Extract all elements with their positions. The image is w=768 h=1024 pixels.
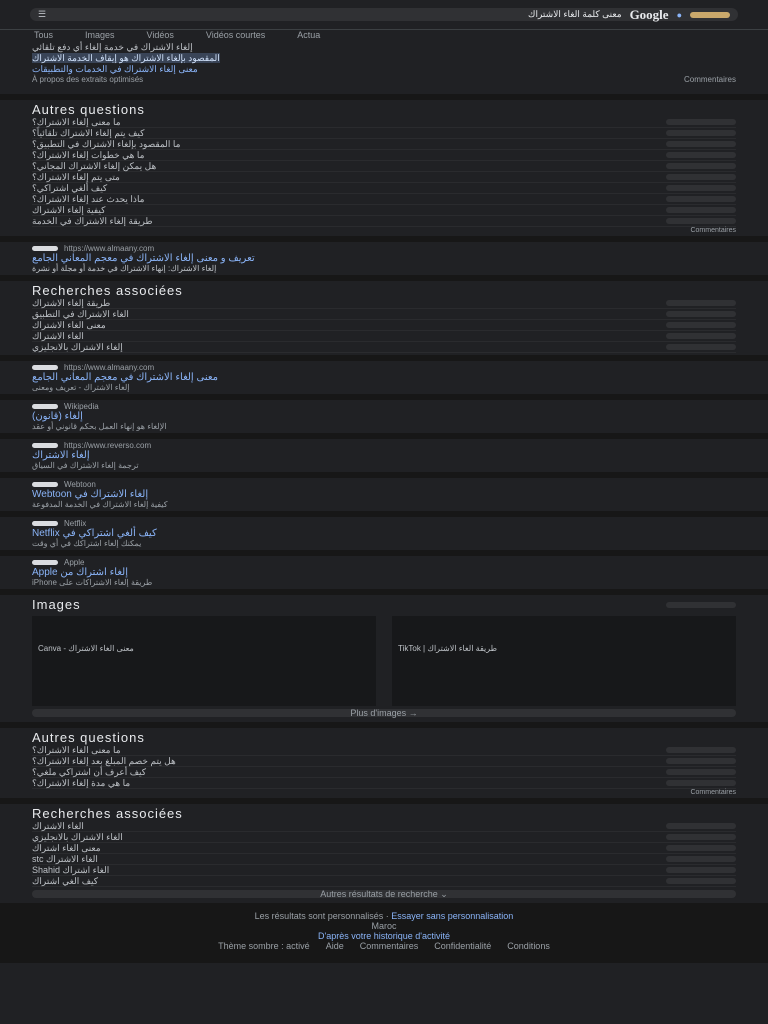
search-query[interactable]: معنى كلمة الغاء الاشتراك — [528, 9, 622, 19]
related-searches-1 — [0, 281, 768, 361]
chevron-down-icon[interactable] — [666, 344, 736, 350]
search-result — [0, 439, 768, 478]
result-snippet: إلغاء الاشتراك - تعريف ومعنى — [32, 383, 130, 392]
site-url[interactable]: Netflix — [64, 519, 87, 528]
site-url[interactable]: https://www.almaany.com — [64, 244, 155, 253]
related-search-item[interactable] — [32, 298, 736, 309]
header — [0, 0, 768, 30]
paa-question-label: ما هي مدة إلغاء الاشتراك؟ — [32, 777, 131, 788]
paa-question-label: ما المقصود بإلغاء الاشتراك في التطبيق؟ — [32, 138, 181, 149]
chevron-down-icon[interactable] — [666, 152, 736, 158]
paa-question[interactable] — [32, 183, 736, 194]
site-url[interactable]: https://www.almaany.com — [64, 363, 155, 372]
site-favicon — [32, 246, 58, 251]
chevron-down-icon[interactable] — [666, 311, 736, 317]
paa-question[interactable] — [32, 161, 736, 172]
people-also-ask-2 — [0, 728, 768, 804]
paa-question-label: متى يتم إلغاء الاشتراك؟ — [32, 171, 120, 182]
paa-question-label: كيفية إلغاء الاشتراك — [32, 204, 106, 215]
image-caption[interactable]: معنى الغاء الاشتراك - Canva — [38, 644, 134, 653]
menu-icon[interactable]: ☰ — [38, 9, 47, 19]
related-searches-2 — [0, 804, 768, 909]
chevron-down-icon[interactable] — [666, 163, 736, 169]
snippet-feedback[interactable]: Commentaires — [683, 75, 736, 84]
search-result — [0, 517, 768, 556]
result-title[interactable]: معنى إلغاء الاشتراك في معجم المعاني الجامع — [32, 372, 219, 383]
tab-2[interactable]: Vidéos — [146, 30, 174, 40]
image-caption[interactable]: طريقة الغاء الاشتراك | TikTok — [398, 644, 497, 653]
search-result — [0, 400, 768, 439]
chevron-down-icon[interactable] — [666, 780, 736, 786]
related-search-item[interactable] — [32, 320, 736, 331]
tab-3[interactable]: Vidéos courtes — [205, 30, 266, 40]
footer-link[interactable]: Thème sombre : activé — [218, 941, 310, 951]
site-url[interactable]: https://www.reverso.com — [64, 441, 152, 450]
chevron-down-icon[interactable] — [666, 823, 736, 829]
related-search-item[interactable] — [32, 843, 736, 854]
paa-question-label: هل يتم خصم المبلغ بعد إلغاء الاشتراك؟ — [32, 755, 176, 766]
related-search-item-label: الغاء الاشتراك — [32, 330, 84, 341]
chevron-down-icon[interactable] — [666, 141, 736, 147]
footer-link[interactable]: Conditions — [507, 941, 550, 951]
chevron-down-icon[interactable] — [666, 769, 736, 775]
chevron-down-icon[interactable] — [666, 322, 736, 328]
site-favicon — [32, 365, 58, 370]
related-search-item-label: إلغاء الاشتراك بالانجليزي — [32, 341, 123, 352]
paa-question[interactable] — [32, 205, 736, 216]
chevron-down-icon[interactable] — [666, 867, 736, 873]
paa-feedback[interactable]: Commentaires — [690, 789, 736, 796]
result-title[interactable]: كيف ألغي اشتراكي في Netflix — [32, 528, 157, 539]
related-search-item[interactable] — [32, 342, 736, 353]
related-search-item[interactable] — [32, 331, 736, 342]
result-title[interactable]: إلغاء اشتراك من Apple — [32, 567, 128, 578]
paa-question-label: كيف يتم إلغاء الاشتراك تلقائياً؟ — [32, 127, 145, 138]
paa-question-label: ما معنى إلغاء الاشتراك؟ — [32, 116, 121, 127]
chevron-down-icon[interactable] — [666, 300, 736, 306]
result-source — [32, 558, 736, 567]
result-title[interactable]: إلغاء (قانون) — [32, 411, 83, 422]
site-favicon — [32, 560, 58, 565]
related-search-item[interactable] — [32, 821, 736, 832]
google-logo[interactable]: Google — [629, 6, 669, 22]
more-results-button[interactable]: Autres résultats de recherche ⌄ — [32, 890, 736, 898]
site-favicon — [32, 521, 58, 526]
chevron-down-icon[interactable] — [666, 185, 736, 191]
related-search-item-label: الغاء اشتراك Shahid — [32, 864, 110, 875]
related-search-item-label: الغاء الاشتراك في التطبيق — [32, 308, 129, 319]
paa-question[interactable] — [32, 756, 736, 767]
site-favicon — [32, 404, 58, 409]
paa-question-label: كيف ألغي اشتراكي؟ — [32, 182, 108, 193]
images-title: Images — [32, 597, 81, 612]
related-search-item[interactable] — [32, 309, 736, 320]
paa-question[interactable] — [32, 767, 736, 778]
footer — [0, 909, 768, 963]
result-source — [32, 402, 736, 411]
footer-link[interactable]: Aide — [325, 941, 344, 951]
mic-icon[interactable]: ● — [676, 9, 682, 20]
more-images-button[interactable]: Plus d'images → — [32, 709, 736, 717]
images-collapse-icon[interactable] — [666, 602, 736, 608]
result-source — [32, 363, 736, 372]
avatar[interactable] — [690, 12, 730, 18]
chevron-down-icon[interactable] — [666, 856, 736, 862]
result-source — [32, 519, 736, 528]
tab-0[interactable]: Tous — [34, 30, 54, 40]
result-source — [32, 480, 736, 489]
result-title[interactable]: إلغاء الاشتراك في Webtoon — [32, 489, 149, 500]
chevron-down-icon[interactable] — [666, 174, 736, 180]
related-search-item-label: معنى الغاء الاشتراك — [32, 319, 106, 330]
snippet-line-1: إلغاء الاشتراك في خدمة إلغاء أي دفع تلقائي — [32, 42, 193, 52]
result-snippet: الإلغاء هو إنهاء العمل بحكم قانوني أو عقد — [32, 422, 167, 431]
related-search-item[interactable] — [32, 865, 736, 876]
image-card[interactable] — [32, 616, 376, 706]
site-url[interactable]: Apple — [64, 558, 85, 567]
related-search-item-label: الغاء الاشتراك — [32, 820, 84, 831]
paa-question[interactable] — [32, 150, 736, 161]
search-tabs — [0, 30, 768, 40]
chevron-down-icon[interactable] — [666, 196, 736, 202]
site-favicon — [32, 443, 58, 448]
location-label: Maroc — [371, 921, 397, 931]
snippet-link[interactable]: معنى إلغاء الاشتراك في الخدمات والتطبيقات — [32, 64, 198, 74]
footer-link[interactable]: Confidentialité — [434, 941, 492, 951]
related-title: Recherches associées — [32, 283, 183, 298]
people-also-ask-1 — [0, 100, 768, 242]
paa-question-label: ماذا يحدث عند إلغاء الاشتراك؟ — [32, 193, 145, 204]
search-bar[interactable] — [30, 8, 738, 21]
footer-links — [0, 941, 768, 951]
paa-question[interactable] — [32, 194, 736, 205]
paa-question[interactable] — [32, 172, 736, 183]
result-snippet: طريقة إلغاء الاشتراكات على iPhone — [32, 578, 153, 587]
chevron-down-icon[interactable] — [666, 747, 736, 753]
result-snippet: كيفية إلغاء الاشتراك في الخدمة المدفوعة — [32, 500, 168, 509]
result-almaany — [0, 242, 768, 281]
chevron-down-icon[interactable] — [666, 119, 736, 125]
result-snippet: ترجمة إلغاء الاشتراك في السياق — [32, 461, 139, 470]
featured-snippet — [0, 40, 768, 100]
site-favicon — [32, 482, 58, 487]
site-url[interactable]: Wikipedia — [64, 402, 99, 411]
snippet-about[interactable]: À propos des extraits optimisés — [32, 75, 144, 84]
result-source — [32, 441, 736, 450]
personalized-text: Les résultats sont personnalisés · Essayer sans personnalisation — [254, 911, 514, 921]
paa-question[interactable] — [32, 128, 736, 139]
result-title[interactable]: إلغاء الاشتراك — [32, 450, 90, 461]
paa-question[interactable] — [32, 117, 736, 128]
result-snippet: إلغاء الاشتراك: إنهاء الاشتراك في خدمة أو مجلة أو نشرة — [32, 264, 217, 273]
related-search-item[interactable] — [32, 854, 736, 865]
tab-1[interactable]: Images — [85, 30, 115, 40]
paa-question[interactable] — [32, 745, 736, 756]
paa-question[interactable] — [32, 778, 736, 789]
related-search-item-label: الغاء الاشتراك بالانجليزي — [32, 831, 123, 842]
related-search-item-label: طريقة إلغاء الاشتراك — [32, 297, 111, 308]
paa-title: Autres questions — [32, 730, 145, 745]
images-section — [0, 595, 768, 728]
paa-title: Autres questions — [32, 102, 145, 117]
paa-question-label: كيف أعرف أن اشتراكي ملغي؟ — [32, 766, 147, 777]
chevron-down-icon[interactable] — [666, 333, 736, 339]
chevron-down-icon[interactable] — [666, 845, 736, 851]
chevron-down-icon[interactable] — [666, 878, 736, 884]
paa-question-label: ما معنى الغاء الاشتراك؟ — [32, 744, 121, 755]
related-search-item-label: الغاء الاشتراك stc — [32, 853, 98, 864]
result-title[interactable]: تعريف و معنى إلغاء الاشتراك في معجم المعاني الجامع — [32, 253, 255, 264]
chevron-down-icon[interactable] — [666, 834, 736, 840]
search-result — [0, 556, 768, 595]
paa-feedback[interactable]: Commentaires — [690, 227, 736, 234]
paa-question-label: ما هي خطوات إلغاء الاشتراك؟ — [32, 149, 145, 160]
related-search-item-label: كيف الغي اشتراك — [32, 875, 99, 886]
paa-question-label: هل يمكن إلغاء الاشتراك المجاني؟ — [32, 160, 157, 171]
related-title: Recherches associées — [32, 806, 183, 821]
chevron-down-icon[interactable] — [666, 207, 736, 213]
paa-question[interactable] — [32, 139, 736, 150]
location-link[interactable]: D'après votre historique d'activité — [318, 931, 450, 941]
footer-link[interactable]: Commentaires — [359, 941, 419, 951]
chevron-down-icon[interactable] — [666, 218, 736, 224]
related-search-item-label: معنى الغاء اشتراك — [32, 842, 101, 853]
search-result — [0, 361, 768, 400]
chevron-down-icon[interactable] — [666, 130, 736, 136]
site-url[interactable]: Webtoon — [64, 480, 96, 489]
paa-question-label: طريقة إلغاء الاشتراك في الخدمة — [32, 215, 153, 226]
snippet-highlight: المقصود بإلغاء الاشتراك هو إيقاف الخدمة الاشتراك — [32, 53, 220, 63]
image-card[interactable] — [392, 616, 736, 706]
related-search-item[interactable] — [32, 876, 736, 887]
related-search-item[interactable] — [32, 832, 736, 843]
chevron-down-icon[interactable] — [666, 758, 736, 764]
paa-question[interactable] — [32, 216, 736, 227]
search-result — [0, 478, 768, 517]
result-snippet: يمكنك إلغاء اشتراكك في أي وقت — [32, 539, 142, 548]
tab-4[interactable]: Actua — [297, 30, 321, 40]
